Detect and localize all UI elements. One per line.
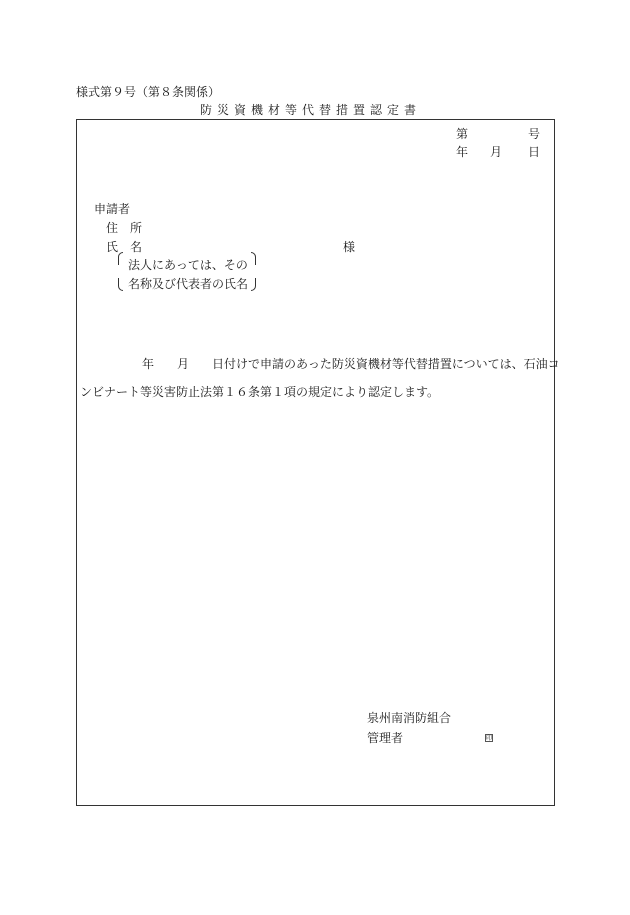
issuer-title: 管理者 [367,731,404,745]
corp-note-line-1: 法人にあっては、その [128,258,248,272]
body-text-line-1: 日付けで申請のあった防災資機材等代替措置については、石油コ [212,357,560,371]
page-title: 防災資機材等代替措置認定書 [200,103,422,117]
corp-note-bracket-top-right [251,252,256,265]
body-text-line-2: ンビナート等災害防止法第１６条第１項の規定により認定します。 [80,385,440,399]
applicant-heading: 申請者 [94,202,131,216]
seal-mark: 印 [486,735,493,742]
date-month-label: 月 [490,145,503,159]
name-label: 氏 名 [106,240,143,254]
address-label: 住 所 [106,221,143,235]
corp-note-bracket-bottom-left [118,278,123,291]
issuer-organization: 泉州南消防組合 [367,711,452,725]
date-day-label: 日 [528,145,541,159]
document-number-prefix: 第 [456,127,469,141]
body-year-label: 年 [142,357,155,371]
corp-note-bracket-top-left [118,252,123,265]
honorific-sama: 様 [343,240,356,254]
document-number-suffix: 号 [528,127,541,141]
body-month-label: 月 [177,357,190,371]
form-frame [76,119,555,806]
date-year-label: 年 [456,145,469,159]
corp-note-line-2: 名称及び代表者の氏名 [128,277,249,291]
form-number-label: 様式第９号（第８条関係） [76,85,221,99]
